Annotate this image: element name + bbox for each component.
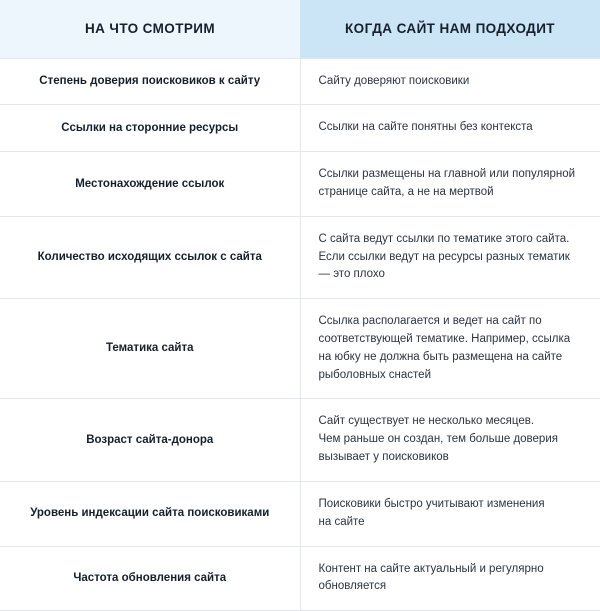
table-row	[0, 399, 600, 481]
description-line: странице сайта, а не на мертвой	[318, 185, 494, 198]
description-line: Чем раньше он создан, тем больше доверия	[318, 433, 558, 446]
description-line: Контент на сайте актуальный и регулярно	[318, 562, 544, 575]
description-line: соответствующей тематике. Например, ссылка	[318, 333, 571, 345]
description-line: на юбку не должна быть размещена на сайте	[318, 350, 563, 363]
cell-criterion: Уровень индексации сайта поисковиками	[0, 481, 300, 546]
cell-criterion: Степень доверия поисковиков к сайту	[0, 58, 300, 105]
table-row	[0, 58, 600, 105]
table-body	[0, 58, 600, 611]
description-line: Сайт существует не несколько месяцев.	[318, 415, 535, 428]
cell-description	[300, 481, 600, 546]
cell-description	[300, 216, 600, 298]
cell-description	[300, 105, 600, 152]
table-row	[0, 481, 600, 546]
column-header-condition: КОГДА САЙТ НАМ ПОДХОДИТ	[300, 0, 600, 58]
table-header-row	[0, 0, 600, 58]
table-row	[0, 546, 600, 611]
description-line: Если ссылки ведут на ресурсы разных тематик	[318, 250, 570, 263]
description-line: Сайту доверяют поисковики	[318, 74, 470, 87]
description-line: Ссылка располагается и ведет на сайт по	[318, 315, 542, 328]
table-row	[0, 105, 600, 152]
cell-description	[300, 546, 600, 611]
description-line: — это плохо	[318, 268, 385, 281]
description-line: Ссылки размещены на главной или популярной	[318, 168, 576, 181]
table-row	[0, 152, 600, 217]
description-line: Поисковики быстро учитывают изменения	[318, 497, 545, 510]
description-line: на сайте	[318, 515, 365, 528]
cell-criterion: Возраст сайта-донора	[0, 399, 300, 481]
description-line: рыболовных снастей	[318, 368, 432, 381]
description-line: вызывает у поисковиков	[318, 451, 449, 464]
description-line: С сайта ведут ссылки по тематике этого сайта.	[318, 232, 570, 245]
table-header	[0, 0, 600, 58]
cell-criterion: Частота обновления сайта	[0, 546, 300, 611]
cell-description	[300, 299, 600, 399]
cell-criterion: Местонахождение ссылок	[0, 152, 300, 217]
description-line: Ссылки на сайте понятны без контекста	[318, 121, 533, 134]
cell-criterion: Количество исходящих ссылок с сайта	[0, 216, 300, 298]
description-line: обновляется	[318, 580, 387, 593]
cell-criterion: Тематика сайта	[0, 299, 300, 399]
table-row	[0, 216, 600, 298]
cell-description	[300, 152, 600, 217]
column-header-criterion: НА ЧТО СМОТРИМ	[0, 0, 300, 58]
cell-description	[300, 58, 600, 105]
table-row	[0, 299, 600, 399]
cell-description	[300, 399, 600, 481]
cell-criterion: Ссылки на сторонние ресурсы	[0, 105, 300, 152]
